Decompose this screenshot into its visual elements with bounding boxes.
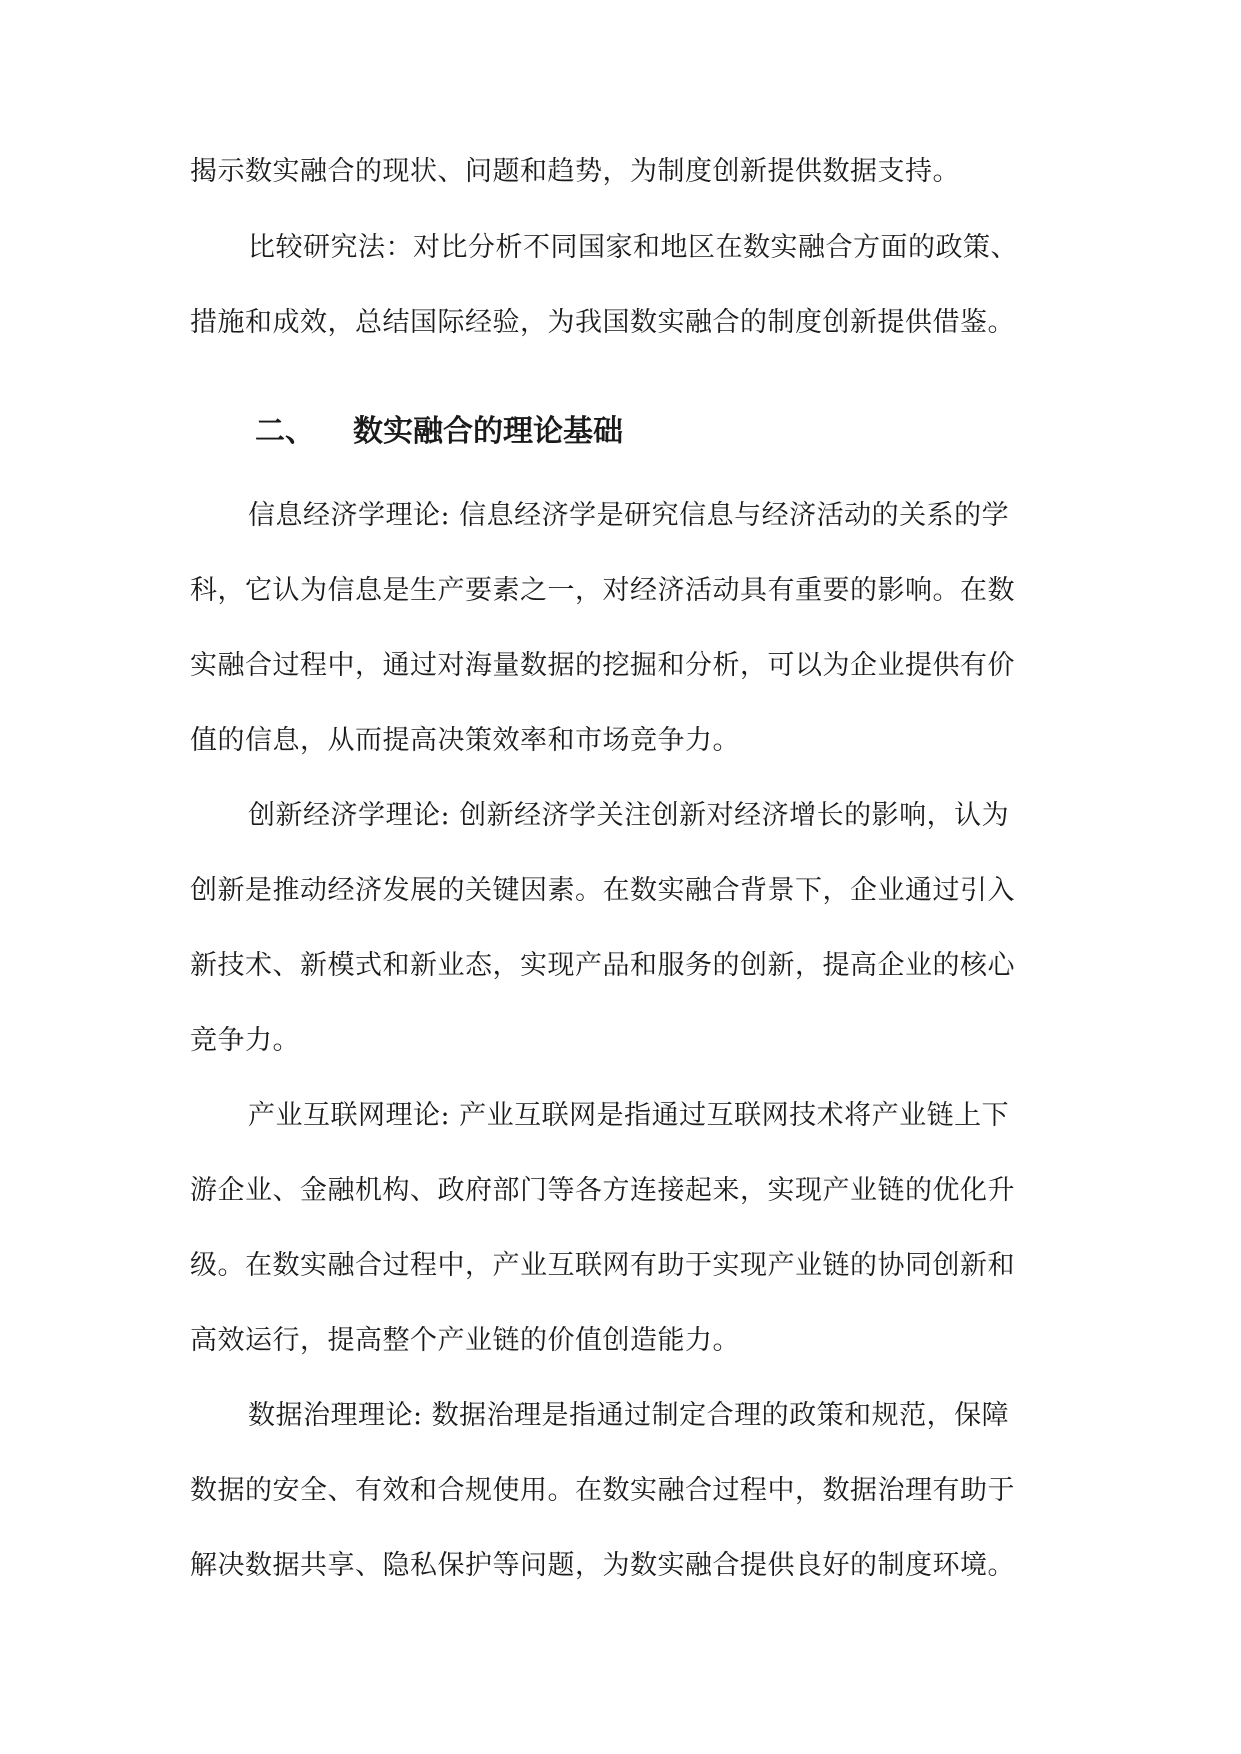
- paragraph-line: 创新是推动经济发展的关键因素。在数实融合背景下，企业通过引入: [190, 875, 1015, 906]
- text-line: 措施和成效，总结国际经验，为我国数实融合的制度创新提供借鉴。: [190, 307, 1015, 338]
- text-line: 揭示数实融合的现状、问题和趋势，为制度创新提供数据支持。: [190, 156, 960, 187]
- paragraph-line: 解决数据共享、隐私保护等问题，为数实融合提供良好的制度环境。: [190, 1550, 1015, 1581]
- paragraph-line: 信息经济学理论: 信息经济学是研究信息与经济活动的关系的学: [248, 500, 1010, 531]
- section-heading: [255, 410, 623, 454]
- paragraph-line: 高效运行，提高整个产业链的价值创造能力。: [190, 1325, 740, 1356]
- paragraph-line: 竞争力。: [190, 1025, 300, 1056]
- paragraph-line: 数据的安全、有效和合规使用。在数实融合过程中，数据治理有助于: [190, 1475, 1015, 1506]
- paragraph-line: 科，它认为信息是生产要素之一，对经济活动具有重要的影响。在数: [190, 575, 1015, 606]
- section-number: 二、: [255, 414, 315, 449]
- text-line: 比较研究法：对比分析不同国家和地区在数实融合方面的政策、: [248, 232, 1018, 263]
- paragraph-line: 值的信息，从而提高决策效率和市场竞争力。: [190, 725, 740, 756]
- section-title: 数实融合的理论基础: [353, 414, 623, 449]
- paragraph-line: 产业互联网理论: 产业互联网是指通过互联网技术将产业链上下: [248, 1100, 1010, 1131]
- paragraph-line: 数据治理理论: 数据治理是指通过制定合理的政策和规范，保障: [248, 1400, 1010, 1431]
- paragraph-line: 游企业、金融机构、政府部门等各方连接起来，实现产业链的优化升: [190, 1175, 1015, 1206]
- paragraph-line: 实融合过程中，通过对海量数据的挖掘和分析，可以为企业提供有价: [190, 650, 1015, 681]
- paragraph-line: 级。在数实融合过程中，产业互联网有助于实现产业链的协同创新和: [190, 1250, 1015, 1281]
- paragraph-line: 创新经济学理论: 创新经济学关注创新对经济增长的影响，认为: [248, 800, 1010, 831]
- paragraph-line: 新技术、新模式和新业态，实现产品和服务的创新，提高企业的核心: [190, 950, 1015, 981]
